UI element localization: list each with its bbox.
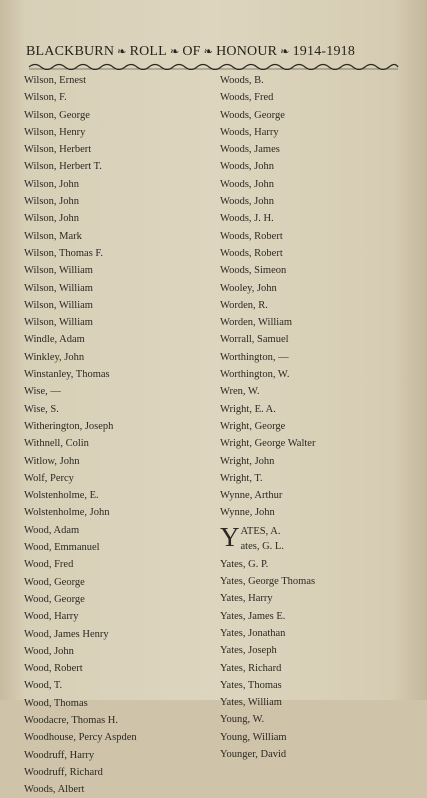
list-item: Worthington, W.	[220, 369, 290, 381]
list-item: Younger, David	[220, 748, 287, 760]
list-item: Wood, T.	[24, 680, 63, 692]
list-item: Winkley, John	[24, 351, 85, 363]
list-item: Woods, Albert	[24, 784, 85, 796]
list-item: Wise, —	[24, 386, 61, 398]
list-item: Yates, G. P.	[220, 558, 269, 570]
list-item: Wolf, Percy	[24, 472, 74, 484]
list-item: Woods, John	[220, 178, 274, 190]
list-item: Wilson, Mark	[24, 230, 82, 242]
ornament-icon: ❧	[117, 46, 127, 58]
list-item: Worden, R.	[220, 299, 268, 311]
list-item: Wilson, William	[24, 282, 93, 294]
list-item: Wood, Emmanuel	[24, 542, 100, 554]
list-item: Yates, William	[220, 697, 282, 709]
list-item: Young, William	[220, 731, 287, 743]
dropcap-letter: Y	[220, 521, 240, 552]
list-item: Wright, George Walter	[220, 438, 316, 450]
list-item: Withnell, Colin	[24, 438, 89, 450]
list-item: Wilson, John	[24, 213, 79, 225]
left-name-column	[24, 72, 137, 798]
list-item: Windle, Adam	[24, 334, 85, 346]
list-item: Wilson, John	[24, 178, 79, 190]
list-item: Woodruff, Harry	[24, 749, 95, 761]
list-item: Worrall, Samuel	[220, 334, 289, 346]
list-item: Wilson, William	[24, 299, 93, 311]
list-item: Woodruff, Richard	[24, 766, 103, 778]
list-item: Wilson, Herbert T.	[24, 161, 102, 173]
list-item: Witlow, John	[24, 455, 80, 467]
list-item: Woods, B.	[220, 75, 264, 86]
header-word-of: OF	[182, 44, 201, 59]
list-item: Wynne, John	[220, 507, 275, 519]
list-item: Wise, S.	[24, 403, 59, 415]
list-item: Woods, James	[220, 144, 280, 156]
list-item: Wolstenholme, E.	[24, 490, 99, 502]
list-item: Yates, Jonathan	[220, 627, 286, 639]
list-item: Wright, John	[220, 455, 275, 467]
list-item: Worthington, —	[220, 351, 289, 363]
list-item: Woods, Fred	[220, 92, 274, 104]
list-item: Wooley, John	[220, 282, 277, 294]
list-item: Wren, W.	[220, 386, 260, 398]
list-item: Wright, George	[220, 420, 286, 432]
ornament-icon: ❧	[203, 46, 214, 58]
list-item: Woods, Simeon	[220, 265, 287, 277]
list-item: Yates, James E.	[220, 610, 286, 622]
list-item: Wilson, John	[24, 196, 79, 208]
list-item: Wynne, Arthur	[220, 490, 283, 502]
ornament-icon: ❧	[169, 46, 180, 58]
dropcap-entry-2: ates, G. L.	[240, 540, 284, 552]
list-item: Young, W.	[220, 714, 265, 726]
header-word-blackburn: BLACKBURN	[26, 44, 115, 59]
right-name-column	[220, 72, 315, 763]
list-item: Winstanley, Thomas	[24, 369, 110, 381]
list-item: Wilson, Ernest	[24, 75, 86, 86]
list-item: Witherington, Joseph	[24, 420, 114, 432]
list-item: Worden, William	[220, 317, 293, 329]
list-item: Wood, Thomas	[24, 697, 88, 709]
list-item: Wilson, Herbert	[24, 144, 92, 156]
header-word-roll: ROLL	[129, 44, 167, 59]
list-item: Wright, T.	[220, 472, 263, 484]
list-item: Wilson, Henry	[24, 126, 86, 138]
list-item: Woods, John	[220, 161, 274, 173]
list-item: Yates, Richard	[220, 662, 282, 674]
list-item: Wood, George	[24, 593, 85, 605]
list-item: Wilson, George	[24, 109, 90, 121]
list-item: Wilson, Thomas F.	[24, 247, 104, 259]
header-years: 1914-1918	[292, 44, 356, 59]
list-item: Wood, Adam	[24, 524, 80, 536]
list-item: Woods, George	[220, 109, 285, 121]
ornament-icon: ❧	[280, 46, 290, 58]
list-item: Wright, E. A.	[220, 403, 276, 415]
list-item: Wood, Fred	[24, 559, 74, 571]
list-item: Wilson, William	[24, 317, 93, 329]
list-item: Woods, J. H.	[220, 213, 274, 225]
list-item: Yates, Joseph	[220, 645, 277, 657]
list-item: Yates, Thomas	[220, 679, 282, 691]
list-item: Wood, James Henry	[24, 628, 109, 640]
list-item: Wood, John	[24, 645, 74, 657]
list-item: Wolstenholme, John	[24, 507, 110, 519]
list-item: Woodhouse, Percy Aspden	[24, 732, 137, 744]
list-item: Wilson, F.	[24, 92, 67, 104]
list-item: Yates, George Thomas	[220, 576, 316, 588]
list-item: Yates, Harry	[220, 593, 273, 605]
list-item: Woods, Robert	[220, 247, 283, 259]
list-item: Woods, John	[220, 196, 274, 208]
header-word-honour: HONOUR	[216, 44, 278, 59]
list-item: Wood, George	[24, 576, 85, 588]
list-item: Woods, Robert	[220, 230, 283, 242]
list-item: Wood, Robert	[24, 663, 83, 675]
list-item: Woods, Harry	[220, 126, 279, 138]
dropcap-entry-1: ATES, A.	[240, 525, 281, 537]
decorative-rule-icon	[27, 62, 400, 70]
list-item: Woodacre, Thomas H.	[24, 714, 119, 726]
list-item: Wood, Harry	[24, 611, 79, 623]
list-item: Wilson, William	[24, 265, 93, 277]
page-header	[26, 44, 398, 60]
